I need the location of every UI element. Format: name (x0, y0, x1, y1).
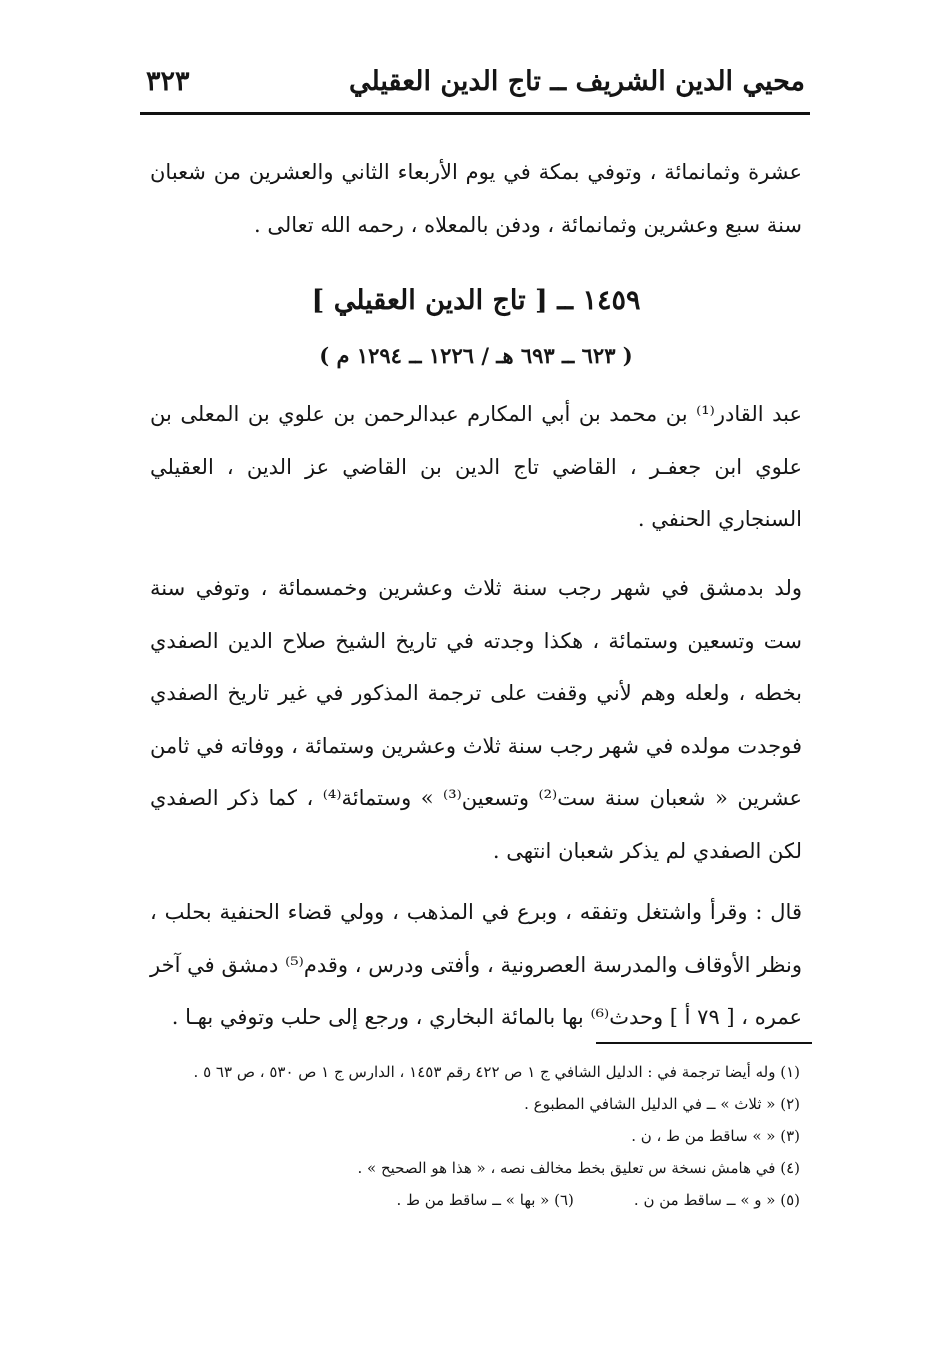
footnotes (150, 1056, 800, 1216)
page-number: ٣٢٣ (146, 66, 190, 97)
page-header (140, 62, 805, 102)
header-rule (140, 112, 810, 115)
footnote-1: (١) وله أيضا ترجمة في : الدليل الشافي ج ١ ص ٤٢٢ رقم ١٤٥٣ ، الدارس ج ١ ص ٥٣٠ ، ص ٦٣ ٥ . (193, 1063, 800, 1081)
footnote-gap (574, 1184, 634, 1216)
entry-heading: ١٤٥٩ ــ [ تاج الدين العقيلي ] (311, 285, 641, 316)
footnote-4: (٤) في هامش نسخة س تعليق بخط مخالف نصه ، « هذا هو الصحيح » . (357, 1159, 800, 1177)
footnote-2: (٢) « ثلاث » ــ في الدليل الشافي المطبوع . (524, 1095, 800, 1113)
footnote-3: (٣) « » ساقط من ط ، ن . (631, 1127, 800, 1145)
paragraph-4: قال : وقرأ واشتغل وتفقه ، وبرع في المذهب ، وولي قضاء الحنفية بحلب ، ونظر الأوقاف والمدرسة العصرونية ، وأفتى ودرس ، وقدم⁽⁵⁾ دمشق في آخر عمره ، [ ٧٩ أ ] وحدث⁽⁶⁾ بها بالمائة البخاري ، ورجع إلى حلب وتوفي بهـا . (150, 900, 802, 1029)
footnote-row-5-6 (150, 1184, 800, 1216)
footnote-5: (٥) « و » ــ ساقط من ن . (633, 1191, 800, 1209)
paragraph-1: عشرة وثمانمائة ، وتوفي بمكة في يوم الأربعاء الثاني والعشرين من شعبان سنة سبع وعشرين وثمانمائة ، ودفن بالمعلاه ، رحمه الله تعالى . (150, 160, 802, 237)
footnote-rule (596, 1042, 812, 1044)
paragraph-2: عبد القادر⁽¹⁾ بن محمد بن أبي المكارم عبدالرحمن بن علوي بن المعلى بن علوي ابن جعفـر ، القاضي تاج الدين بن القاضي عز الدين ، العقيلي السنجاري الحنفي . (150, 402, 802, 531)
paragraph-3: ولد بدمشق في شهر رجب سنة ثلاث وعشرين وخمسمائة ، وتوفي سنة ست وتسعين وستمائة ، هكذا وجدته في تاريخ الشيخ صلاح الدين الصفدي بخطه ، ولعله وهم لأني وقفت على ترجمة المذكور في غير تاريخ الصفدي فوجدت مولده في شهر رجب سنة ثلاث وعشرين وستمائة ، ووفاته في ثامن عشرين « شعبان سنة ست⁽²⁾ وتسعين⁽³⁾ » وستمائة⁽⁴⁾ ، كما ذكر الصفدي لكن الصفدي لم يذكر شعبان انتهى . (150, 576, 802, 863)
entry-dates: ( ٦٢٣ ــ ٦٩٣ هـ / ١٢٢٦ ــ ١٢٩٤ م ) (319, 343, 633, 368)
running-title: محيي الدين الشريف ــ تاج الدين العقيلي (348, 66, 805, 97)
footnote-6: (٦) « بها » ــ ساقط من ط . (396, 1191, 574, 1209)
